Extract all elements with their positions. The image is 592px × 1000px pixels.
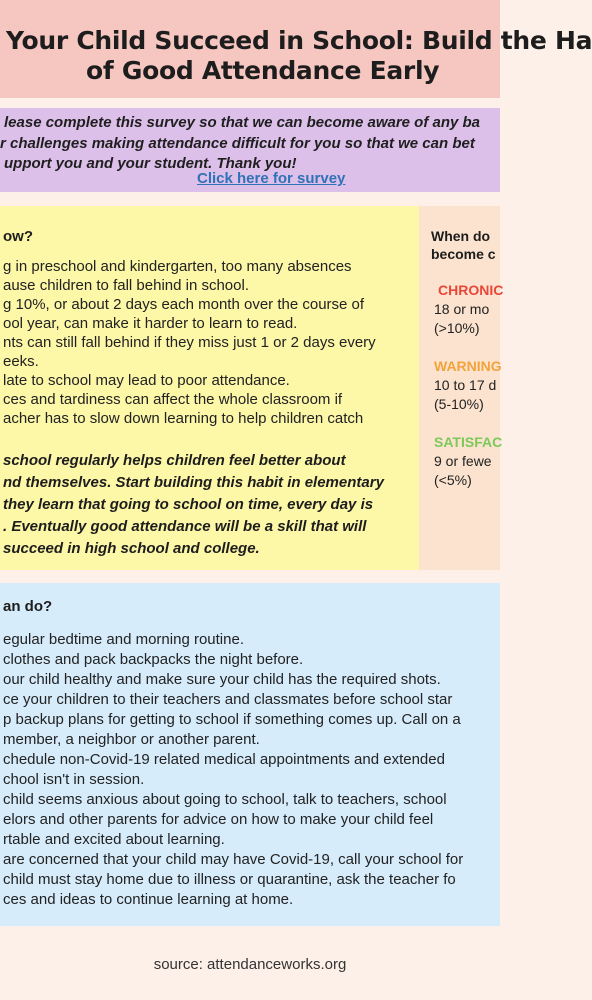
why-line: acher has to slow down learning to help children catch [3, 410, 364, 427]
todo-line: egular bedtime and morning routine. [3, 631, 244, 648]
why-emphasis-line: nd themselves. Start building this habit in elementary [3, 474, 384, 491]
todo-line: ce your children to their teachers and classmates before school star [3, 691, 453, 708]
why-line: ool year, can make it harder to learn to read. [3, 315, 298, 332]
why-line: nts can still fall behind if they miss just 1 or 2 days every [3, 334, 376, 351]
why-emphasis-line: school regularly helps children feel better about [3, 452, 346, 469]
survey-text-line-3: upport you and your student. Thank you! [4, 155, 297, 172]
why-line: g in preschool and kindergarten, too many absences [3, 258, 352, 275]
todo-line: p backup plans for getting to school if something comes up. Call on a [3, 711, 461, 728]
levels-heading-line-1: When do [431, 228, 491, 244]
level-satisfactory-days: 9 or fewe [434, 453, 492, 469]
why-line: late to school may lead to poor attendance. [3, 372, 290, 389]
todo-line: clothes and pack backpacks the night before. [3, 651, 304, 668]
survey-link[interactable]: Click here for survey [197, 170, 346, 187]
why-line: ause children to fall behind in school. [3, 277, 249, 294]
why-line: g 10%, or about 2 days each month over the course of [3, 296, 365, 313]
why-attendance-section [0, 206, 419, 570]
level-satisfactory-percent: (<5%) [434, 472, 472, 488]
todo-line: rtable and excited about learning. [3, 831, 225, 848]
level-warning-days: 10 to 17 d [434, 377, 497, 393]
todo-line: ces and ideas to continue learning at home. [3, 891, 294, 908]
level-chronic-days: 18 or mo [434, 301, 490, 317]
todo-line: member, a neighbor or another parent. [3, 731, 260, 748]
why-line: eeks. [3, 353, 39, 370]
todo-line: child must stay home due to illness or quarantine, ask the teacher fo [3, 871, 456, 888]
levels-heading-line-2: become c [431, 246, 496, 262]
what-you-can-do-section [0, 583, 500, 926]
level-warning-percent: (5-10%) [434, 396, 484, 412]
todo-line: chool isn't in session. [3, 771, 145, 788]
why-emphasis-line: they learn that going to school on time, every day is [3, 496, 374, 513]
title-banner [0, 0, 592, 98]
todo-line: our child healthy and make sure your child has the required shots. [3, 671, 441, 688]
todo-line: are concerned that your child may have Covid-19, call your school for [3, 851, 464, 868]
level-satisfactory-label: SATISFAC [434, 434, 503, 450]
page-title-line-1: Your Child Succeed in School: Build the Ha [6, 26, 592, 55]
why-emphasis-line: succeed in high school and college. [3, 540, 260, 557]
level-chronic-label: CHRONIC [438, 282, 504, 298]
todo-line: child seems anxious about going to school, talk to teachers, school [3, 791, 447, 808]
why-line: ces and tardiness can affect the whole classroom if [3, 391, 343, 408]
page-title-line-2: of Good Attendance Early [86, 56, 440, 85]
survey-text-line-2: r challenges making attendance difficult for you so that we can bet [0, 135, 475, 152]
todo-line: elors and other parents for advice on how to make your child feel [3, 811, 434, 828]
level-chronic-percent: (>10%) [434, 320, 480, 336]
todo-line: chedule non-Covid-19 related medical appointments and extended [3, 751, 445, 768]
level-warning-label: WARNING [434, 358, 502, 374]
why-heading: ow? [3, 228, 33, 245]
todo-heading: an do? [3, 598, 53, 615]
source-credit: source: attendanceworks.org [153, 956, 347, 973]
attendance-levels-panel [419, 206, 504, 570]
why-emphasis-line: . Eventually good attendance will be a skill that will [3, 518, 367, 535]
survey-text-line-1: lease complete this survey so that we can become aware of any ba [4, 114, 481, 131]
